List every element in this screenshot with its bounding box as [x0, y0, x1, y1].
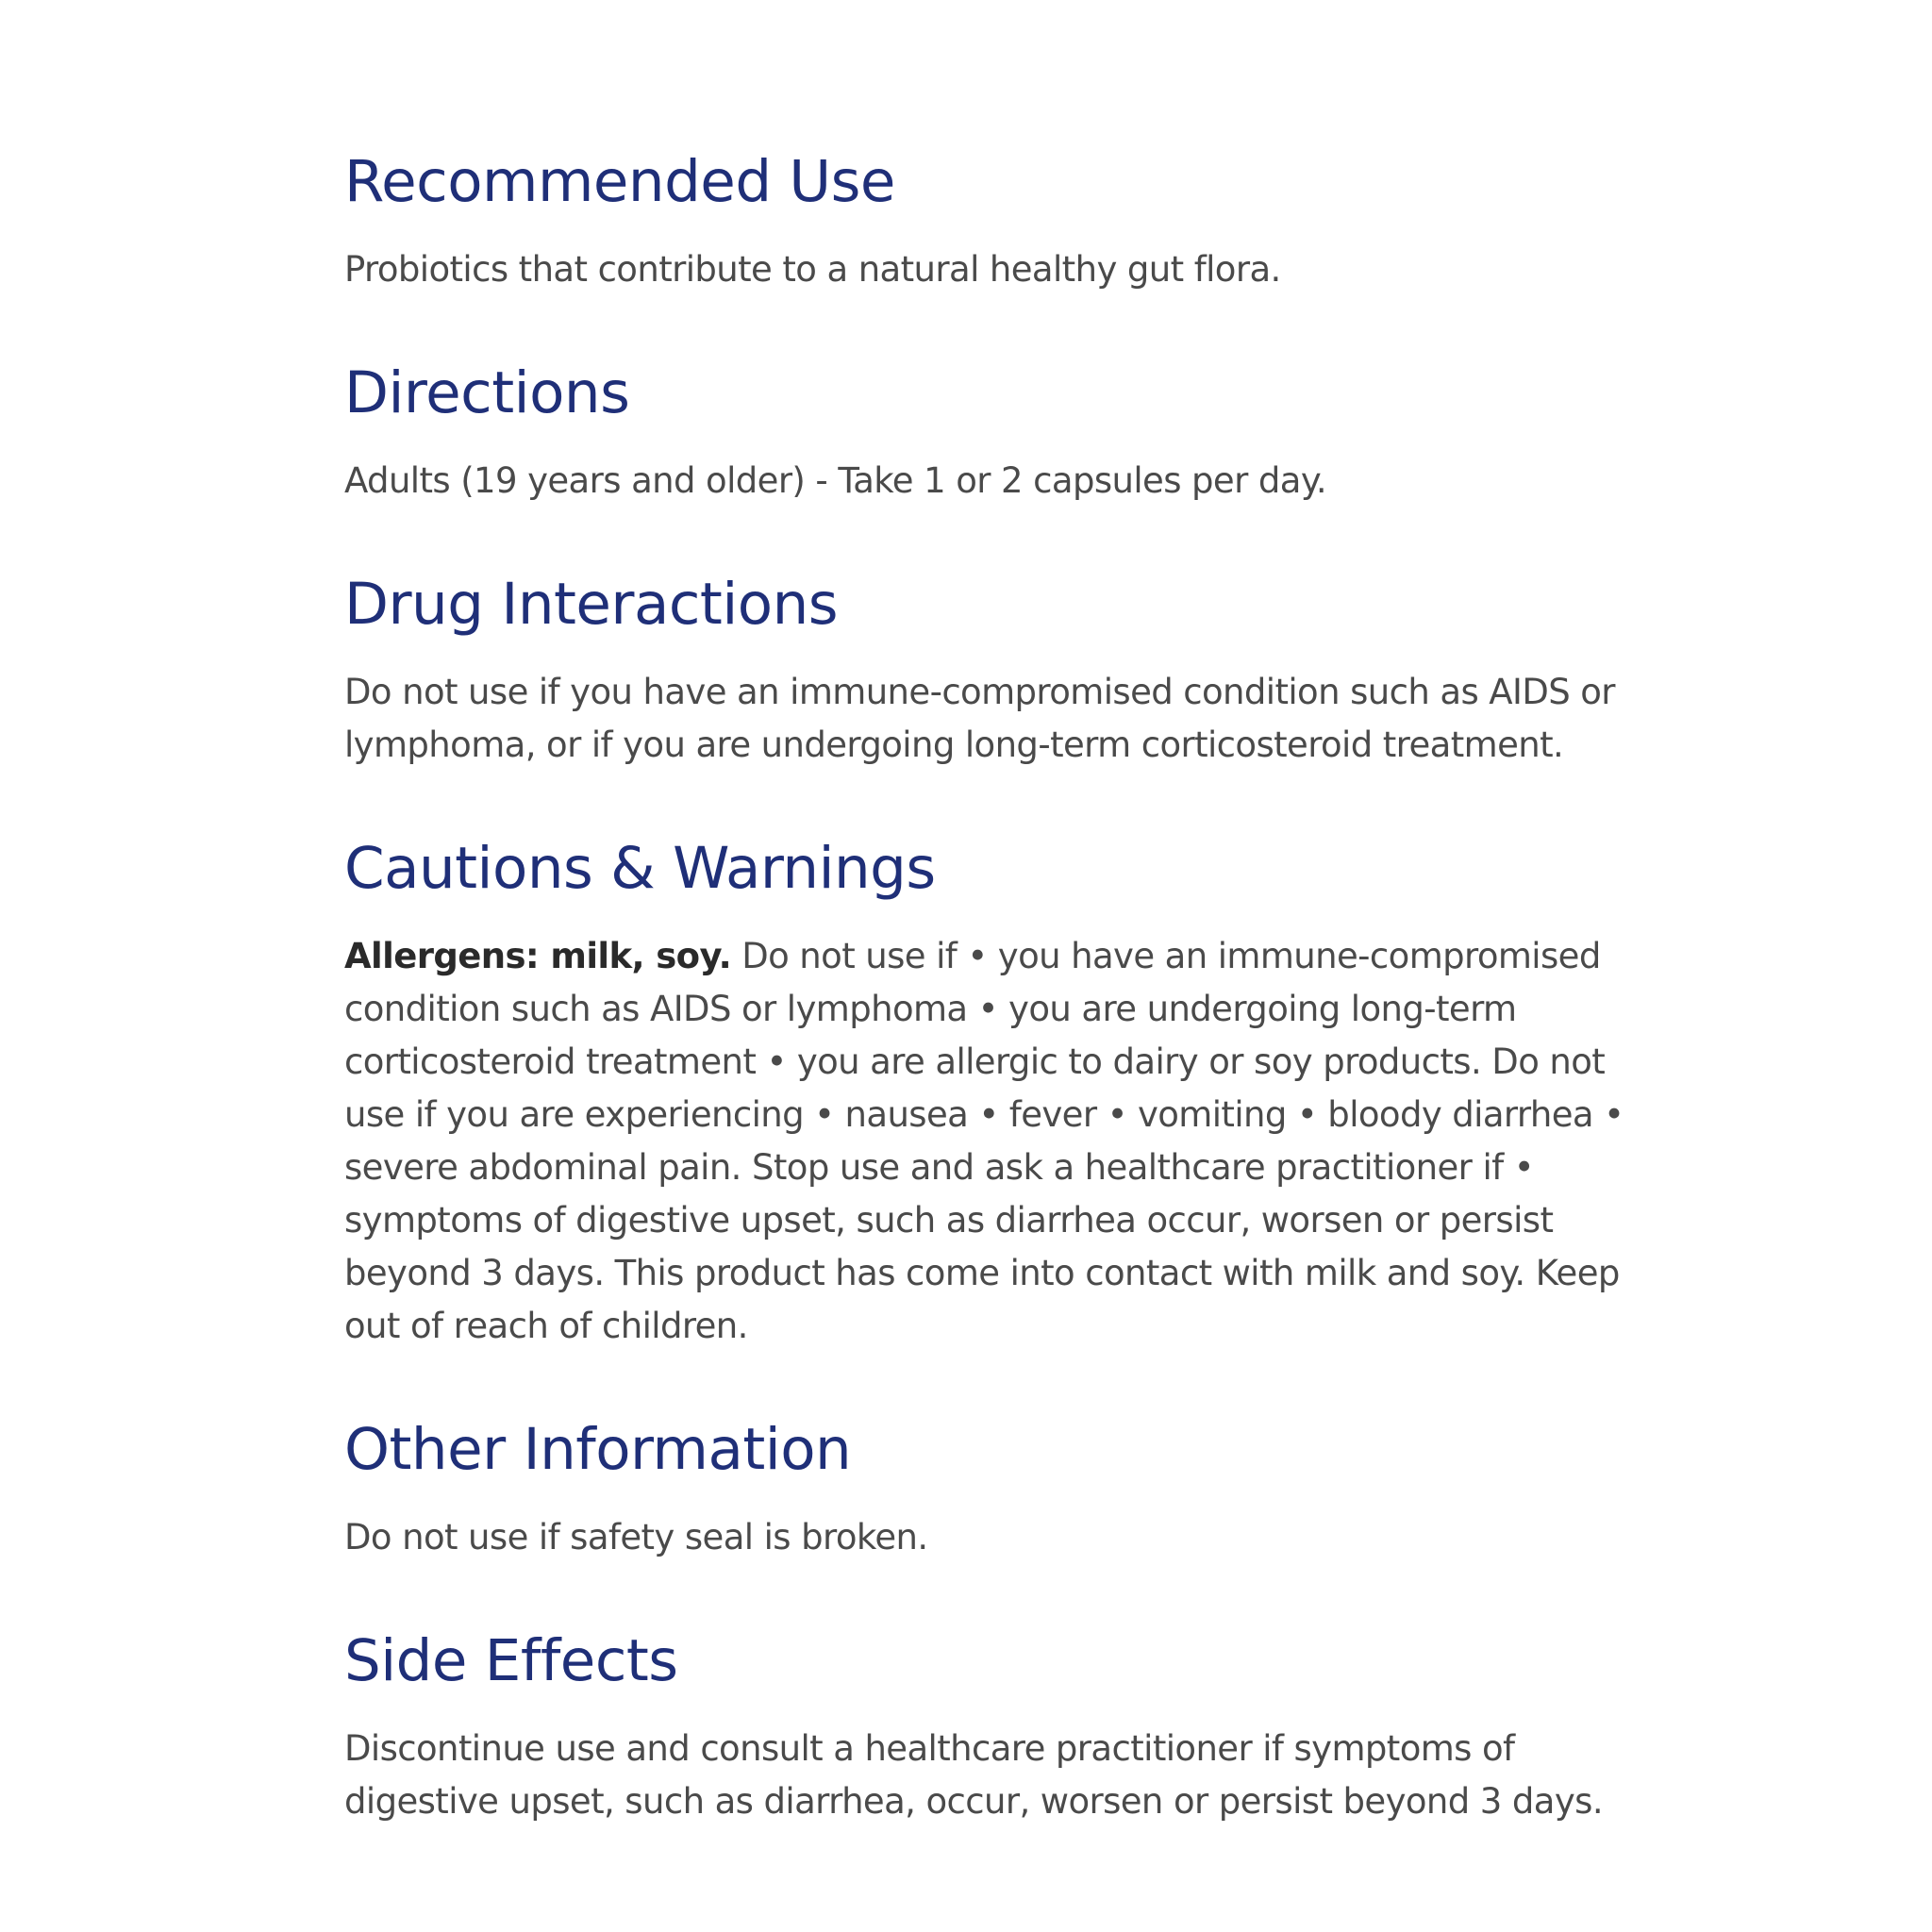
other-information-heading: Other Information: [344, 1416, 852, 1483]
cautions-warnings-body: Do not use if • you have an immune-compromised condition such as AIDS or lymphoma • you are undergoing long-term corticosteroid treatment • you are allergic to dairy or soy products. Do not use if you are experiencing • nausea • fever • vomiting • bloody diarrhea • severe abdominal pain. Stop use and ask a healthcare practitioner if • symptoms of digestive upset, such as diarrhea occur, worsen or persist beyond 3 days. This product has come into contact with milk and soy. Keep out of reach of children.: [344, 936, 1624, 1346]
cautions-warnings-heading: Cautions & Warnings: [344, 835, 936, 902]
directions-text: Adults (19 years and older) - Take 1 or 2 capsules per day.: [344, 460, 1327, 501]
side-effects-heading: Side Effects: [344, 1627, 678, 1694]
drug-interactions-text: Do not use if you have an immune-compromised condition such as AIDS or lymphoma, or if you are undergoing long-term corticosteroid treatment.: [344, 672, 1615, 765]
recommended-use-heading: Recommended Use: [344, 148, 895, 215]
allergens-label: Allergens: milk, soy.: [344, 936, 732, 976]
recommended-use-section: [344, 142, 1627, 296]
side-effects-text: Discontinue use and consult a healthcare practitioner if symptoms of digestive upset, such as diarrhea, occur, worsen or persist beyond 3 days.: [344, 1728, 1603, 1822]
cautions-warnings-section: [344, 828, 1627, 1353]
other-information-section: [344, 1409, 1627, 1564]
cautions-warnings-text: [344, 930, 1627, 1353]
side-effects-section: [344, 1621, 1627, 1828]
product-info-content: [344, 142, 1627, 1885]
directions-heading: Directions: [344, 359, 630, 426]
recommended-use-text: Probiotics that contribute to a natural healthy gut flora.: [344, 249, 1281, 290]
drug-interactions-section: [344, 564, 1627, 772]
other-information-text: Do not use if safety seal is broken.: [344, 1517, 928, 1557]
directions-section: [344, 353, 1627, 508]
drug-interactions-heading: Drug Interactions: [344, 571, 839, 638]
